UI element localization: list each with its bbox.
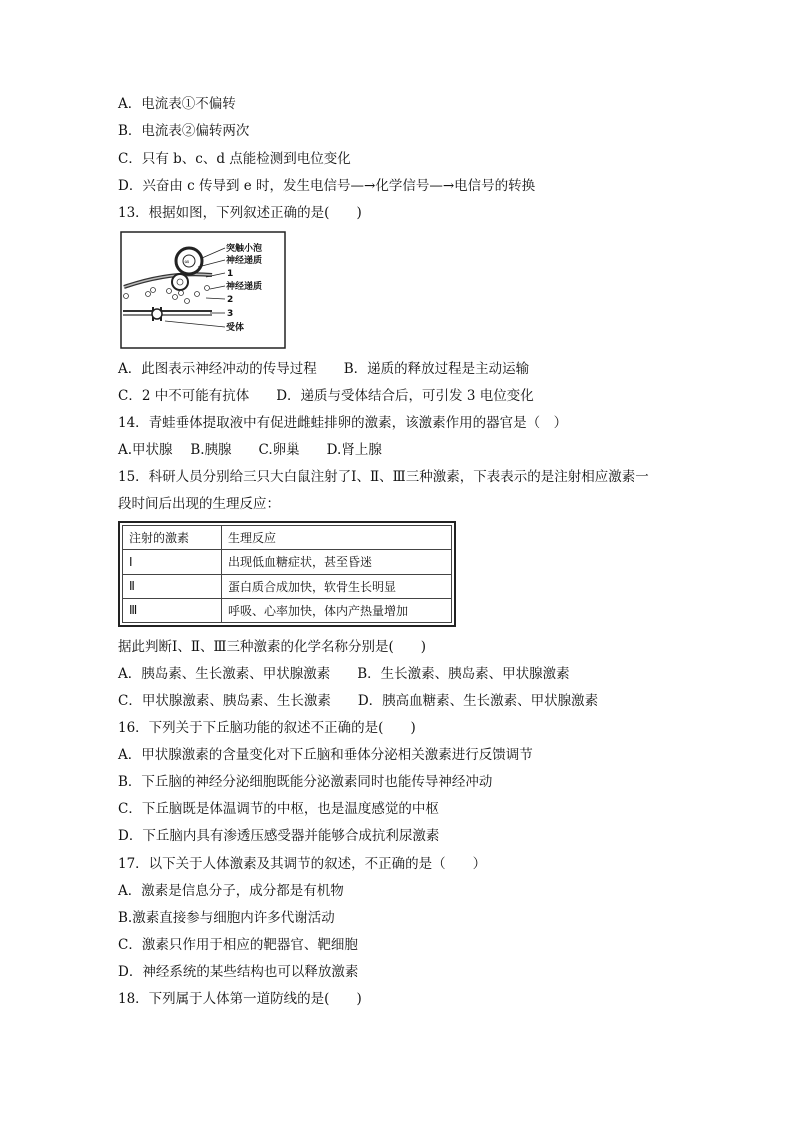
q14-stem: 14．青蛙垂体提取液中有促进雌蛙排卵的激素，该激素作用的器官是（ ） [118, 415, 568, 431]
q17-stem: 17．以下关于人体激素及其调节的叙述，不正确的是（ ） [118, 856, 487, 872]
table-cell: 呼吸、心率加快，体内产热量增加 [222, 598, 452, 622]
q17-option-a: A．激素是信息分子，成分都是有机物 [118, 883, 344, 899]
q12-option-a: A．电流表①不偏转 [118, 96, 236, 112]
label-transmitter-top: 神经递质 [226, 256, 263, 266]
q12-option-c: C．只有 b、c、d 点能检测到电位变化 [118, 151, 351, 167]
q15-options-row2: C．甲状腺激素、胰岛素、生长激素 D．胰高血糖素、生长激素、甲状腺激素 [118, 693, 599, 709]
label-3: 3 [227, 309, 234, 319]
synapse-diagram [120, 231, 286, 349]
q15-judge: 据此判断Ⅰ、Ⅱ、Ⅲ三种激素的化学名称分别是( ) [118, 639, 427, 655]
q16-option-c: C．下丘脑既是体温调节的中枢，也是温度感觉的中枢 [118, 801, 439, 817]
table-header-row [123, 526, 452, 550]
table-cell: Ⅱ [123, 574, 222, 598]
table-cell: Ⅰ [123, 550, 222, 574]
q15-options-row1: A．胰岛素、生长激素、甲状腺激素 B．生长激素、胰岛素、甲状腺激素 [118, 666, 570, 682]
hormone-table [118, 521, 456, 627]
q13-options-row1: A．此图表示神经冲动的传导过程 B．递质的释放过程是主动运输 [118, 361, 530, 377]
table-cell: 蛋白质合成加快，软骨生长明显 [222, 574, 452, 598]
q17-option-c: C．激素只作用于相应的靶器官、靶细胞 [118, 937, 358, 953]
label-2: 2 [227, 295, 234, 305]
q17-option-d: D．神经系统的某些结构也可以释放激素 [118, 964, 359, 980]
label-receptor: 受体 [226, 323, 245, 333]
label-transmitter-mid: 神经递质 [226, 282, 263, 292]
table-header: 生理反应 [222, 526, 452, 550]
q16-stem: 16．下列关于下丘脑功能的叙述不正确的是( ) [118, 720, 416, 736]
q18-stem: 18．下列属于人体第一道防线的是( ) [118, 991, 362, 1007]
table-row [123, 574, 452, 598]
q15-stem-line2: 段时间后出现的生理反应： [118, 496, 280, 512]
label-1: 1 [227, 269, 234, 279]
q12-option-b: B．电流表②偏转两次 [118, 123, 250, 139]
table-cell: 出现低血糖症状，甚至昏迷 [222, 550, 452, 574]
q15-stem-line1: 15．科研人员分别给三只大白鼠注射了Ⅰ、Ⅱ、Ⅲ三种激素，下表表示的是注射相应激素一 [118, 469, 649, 485]
q14-options: A.甲状腺 B.胰腺 C.卵巢 D.肾上腺 [118, 442, 382, 458]
table-row [123, 550, 452, 574]
q16-option-a: A．甲状腺激素的含量变化对下丘脑和垂体分泌相关激素进行反馈调节 [118, 747, 533, 763]
q17-option-b: B.激素直接参与细胞内许多代谢活动 [118, 910, 335, 926]
table-header: 注射的激素 [123, 526, 222, 550]
q12-option-d: D．兴奋由 c 传导到 e 时，发生电信号—→化学信号—→电信号的转换 [118, 178, 536, 194]
q13-stem: 13．根据如图，下列叙述正确的是( ) [118, 205, 362, 221]
q16-option-b: B．下丘脑的神经分泌细胞既能分泌激素同时也能传导神经冲动 [118, 774, 493, 790]
svg-text:∞: ∞ [184, 258, 190, 266]
q16-option-d: D．下丘脑内具有渗透压感受器并能够合成抗利尿激素 [118, 828, 440, 844]
label-vesicle: 突触小泡 [226, 244, 263, 254]
table-cell: Ⅲ [123, 598, 222, 622]
q13-options-row2: C．2 中不可能有抗体 D．递质与受体结合后，可引发 3 电位变化 [118, 388, 534, 404]
table-row [123, 598, 452, 622]
